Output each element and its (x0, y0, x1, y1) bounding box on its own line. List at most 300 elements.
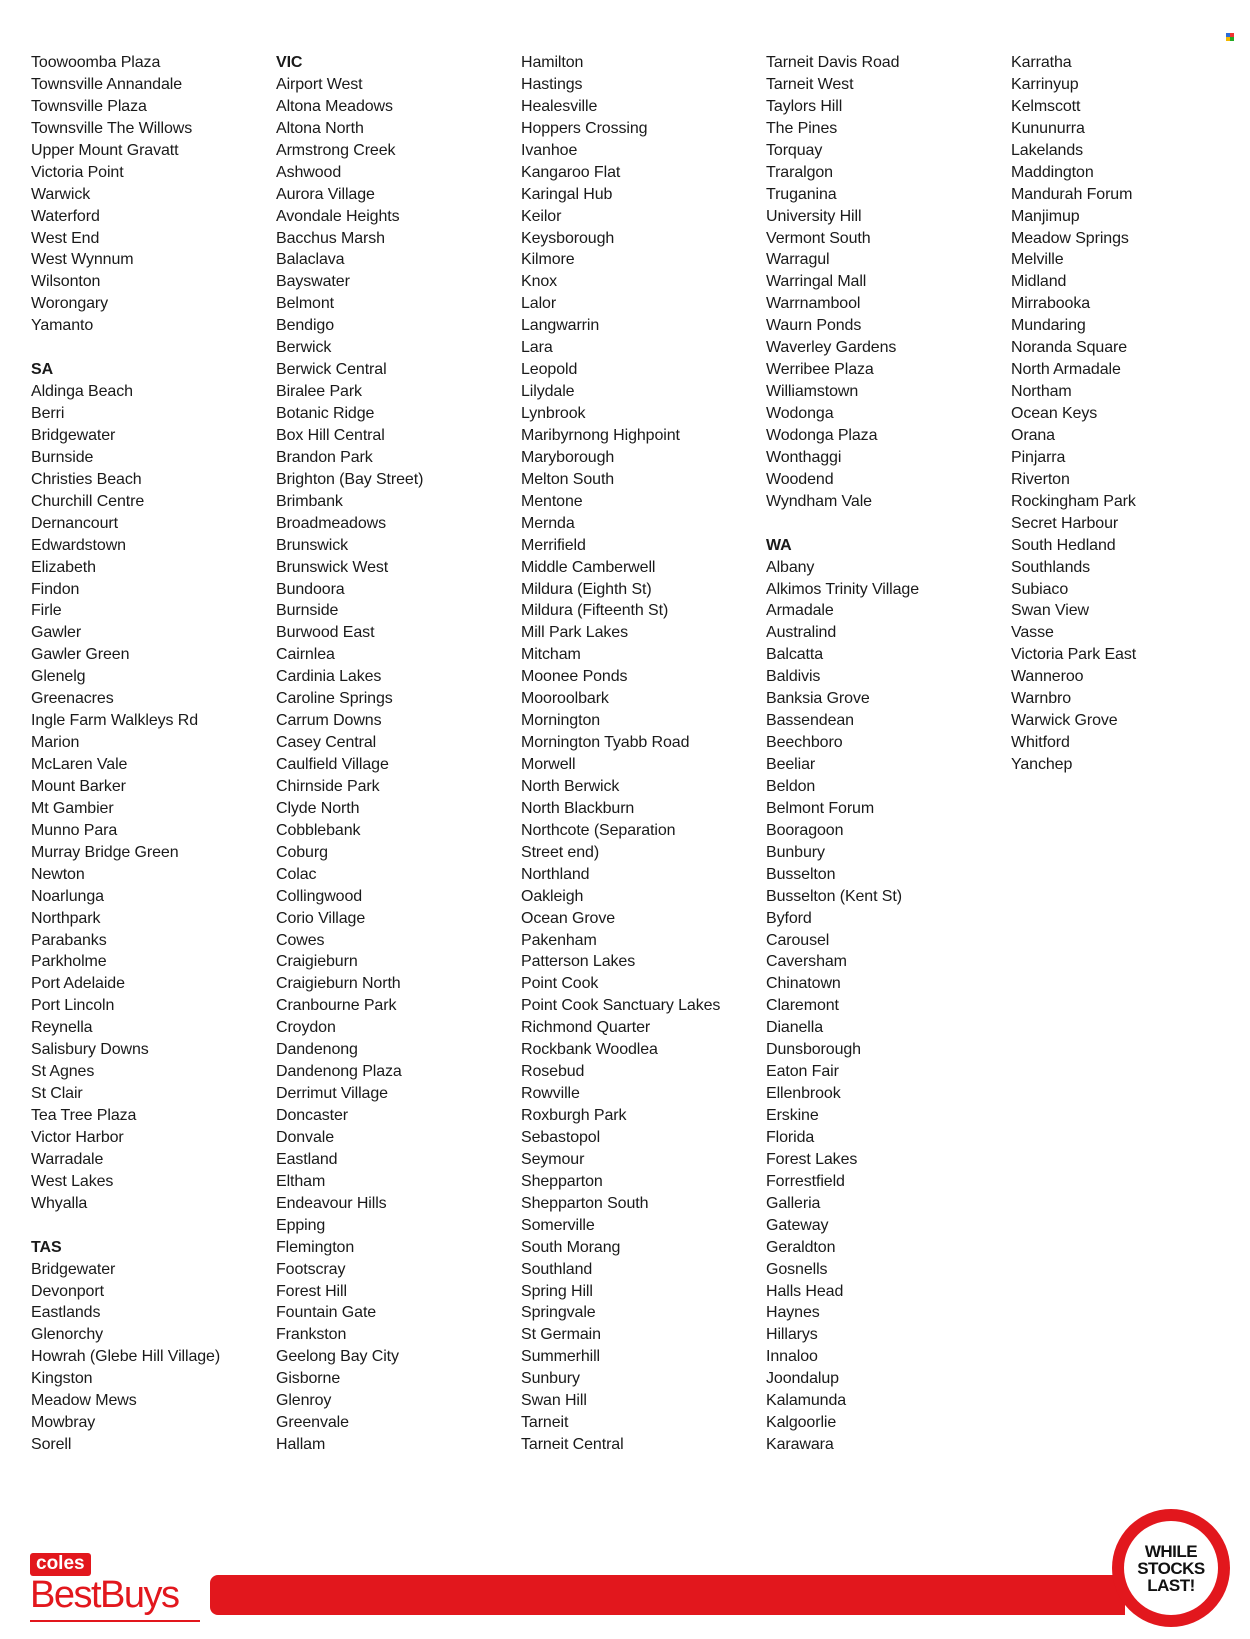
store-name: Howrah (Glebe Hill Village) (31, 1348, 221, 1366)
store-name: Cardinia Lakes (276, 668, 382, 686)
store-name: Healesville (521, 97, 598, 115)
store-name: Altona Meadows (276, 97, 393, 115)
store-name: Haynes (766, 1304, 820, 1322)
badge-line-2: STOCKS (1137, 1558, 1205, 1578)
store-name: Chirnside Park (276, 777, 380, 795)
store-name: Shepparton (521, 1172, 603, 1190)
store-name: North Berwick (521, 777, 620, 795)
store-name: Ashwood (276, 163, 342, 181)
store-name: Busselton (Kent St) (766, 887, 902, 905)
store-name: Waurn Ponds (766, 317, 862, 335)
store-name: Subiaco (1011, 580, 1069, 598)
store-name: Bridgewater (31, 426, 116, 444)
store-name: Williamstown (766, 383, 859, 401)
store-name: Altona North (276, 119, 364, 137)
store-name: Mildura (Fifteenth St) (521, 602, 669, 620)
store-name: Whitford (1011, 734, 1070, 752)
store-name: Werribee Plaza (766, 361, 874, 379)
store-name: Mount Barker (31, 777, 126, 795)
store-name: Albany (766, 558, 815, 576)
coles-logo-tag: coles (30, 1553, 91, 1576)
store-name: Meadow Springs (1011, 229, 1129, 247)
store-name: Lalor (521, 295, 557, 313)
store-name: Gawler (31, 624, 82, 642)
store-name: Bunbury (766, 843, 825, 861)
store-name: Mooroolbark (521, 690, 609, 708)
store-name: Mundaring (1011, 317, 1086, 335)
store-name: Manjimup (1011, 207, 1080, 225)
store-name: Brandon Park (276, 448, 373, 466)
store-name: Craigieburn (276, 953, 358, 971)
store-name: Riverton (1011, 470, 1070, 488)
store-name: Roxburgh Park (521, 1107, 627, 1124)
store-name: Whyalla (31, 1194, 88, 1212)
store-name: Wodonga Plaza (766, 426, 878, 444)
store-name: Eastlands (31, 1304, 101, 1322)
store-name: Chinatown (766, 975, 841, 993)
store-name: Traralgon (766, 163, 833, 181)
store-name: Elizabeth (31, 558, 96, 576)
store-name: Vasse (1011, 624, 1054, 642)
store-name: Northam (1011, 383, 1072, 401)
store-name: Derrimut Village (276, 1085, 388, 1103)
store-name: Ingle Farm Walkleys Rd (31, 712, 199, 730)
store-name: Orana (1011, 426, 1055, 444)
store-name: Sunbury (521, 1370, 580, 1388)
store-name: Richmond Quarter (521, 1019, 651, 1037)
store-name: University Hill (766, 207, 862, 225)
store-name: Langwarrin (521, 317, 600, 335)
store-name: Clyde North (276, 799, 360, 817)
store-name: Marion (31, 734, 80, 752)
store-name: Spring Hill (521, 1282, 593, 1300)
store-name: Baldivis (766, 668, 821, 686)
store-name: Melton South (521, 470, 615, 488)
store-column-5 (1011, 52, 1250, 776)
store-name: Karingal Hub (521, 185, 613, 203)
store-name: Middle Camberwell (521, 558, 656, 576)
store-name: Forest Lakes (766, 1150, 858, 1168)
store-name: Epping (276, 1216, 326, 1234)
store-name: Glenorchy (31, 1326, 104, 1344)
store-name: Mentone (521, 492, 583, 510)
store-name: Belmont Forum (766, 799, 875, 817)
store-name: Street end) (521, 843, 600, 861)
store-name: Reynella (31, 1019, 93, 1037)
store-name: Murray Bridge Green (31, 843, 179, 861)
store-name: Colac (276, 865, 317, 883)
store-name: Midland (1011, 273, 1067, 291)
store-name: Mitcham (521, 646, 581, 664)
store-name: Pakenham (521, 931, 597, 949)
store-name: Hoppers Crossing (521, 119, 648, 137)
store-name: Warradale (31, 1150, 104, 1168)
store-name: Caversham (766, 953, 847, 971)
store-name: Dandenong Plaza (276, 1063, 402, 1081)
state-heading: VIC (276, 54, 303, 71)
store-name: Balcatta (766, 646, 824, 664)
store-name: Woodend (766, 470, 834, 488)
state-heading: SA (31, 361, 54, 379)
store-name: Fountain Gate (276, 1304, 377, 1322)
store-name: Victoria Point (31, 163, 124, 181)
store-name: Craigieburn North (276, 975, 401, 993)
store-name: Mernda (521, 514, 575, 532)
state-heading: TAS (31, 1238, 62, 1256)
store-name: McLaren Vale (31, 756, 128, 773)
store-name: Mornington Tyabb Road (521, 734, 690, 752)
store-name: Beeliar (766, 756, 816, 773)
store-name: Maribyrnong Highpoint (521, 426, 680, 444)
store-name: Armadale (766, 602, 834, 620)
store-name: Kangaroo Flat (521, 163, 621, 181)
store-name: Christies Beach (31, 470, 142, 488)
store-name: Brunswick (276, 536, 349, 554)
store-name: Galleria (766, 1194, 821, 1212)
store-name: Geelong Bay City (276, 1348, 399, 1366)
store-name: Carousel (766, 931, 830, 949)
store-name: The Pines (766, 119, 838, 137)
store-name: Karratha (1011, 54, 1072, 71)
store-name: Belmont (276, 295, 334, 313)
store-name: Karrinyup (1011, 75, 1079, 93)
store-name: Caroline Springs (276, 690, 393, 708)
store-name: Munno Para (31, 821, 118, 839)
store-column-2 (276, 52, 516, 1456)
store-name: Banksia Grove (766, 690, 870, 708)
store-name: Kingston (31, 1370, 93, 1388)
store-name: Wyndham Vale (766, 492, 872, 510)
store-name: Keilor (521, 207, 562, 225)
store-name: Mildura (Eighth St) (521, 580, 652, 598)
store-name: Keysborough (521, 229, 615, 247)
store-name: Waverley Gardens (766, 339, 897, 357)
store-name: Wonthaggi (766, 448, 842, 466)
store-name: Frankston (276, 1326, 347, 1344)
store-name: Cowes (276, 931, 325, 949)
store-name: Brimbank (276, 492, 343, 510)
color-mark-icon (1226, 33, 1234, 41)
store-name: Southlands (1011, 558, 1091, 576)
spacer (31, 337, 271, 359)
store-name: Noarlunga (31, 887, 104, 905)
store-name: Somerville (521, 1216, 595, 1234)
store-name: Bassendean (766, 712, 854, 730)
store-name: Secret Harbour (1011, 514, 1119, 532)
store-name: Gateway (766, 1216, 829, 1234)
store-name: Mt Gambier (31, 799, 114, 817)
store-name: Morwell (521, 756, 576, 773)
store-name: Erskine (766, 1107, 819, 1124)
store-name: Mirrabooka (1011, 295, 1091, 313)
store-name: Carrum Downs (276, 712, 382, 730)
store-name: Brighton (Bay Street) (276, 470, 424, 488)
store-name: Geraldton (766, 1238, 836, 1256)
store-name: Truganina (766, 185, 837, 203)
store-name: Merrifield (521, 536, 586, 554)
store-name: Tarneit Central (521, 1436, 624, 1454)
store-name: Footscray (276, 1260, 346, 1278)
store-name: Casey Central (276, 734, 377, 752)
store-name: Endeavour Hills (276, 1194, 387, 1212)
store-name: Point Cook Sanctuary Lakes (521, 997, 721, 1015)
store-name: Booragoon (766, 821, 844, 839)
store-name: North Blackburn (521, 799, 635, 817)
store-name: Devonport (31, 1282, 104, 1300)
store-name: Kelmscott (1011, 97, 1081, 115)
store-name: Rosebud (521, 1063, 585, 1081)
store-name: Florida (766, 1128, 815, 1146)
store-name: Corio Village (276, 909, 366, 927)
store-name: St Clair (31, 1085, 83, 1103)
store-name: Dianella (766, 1019, 824, 1037)
store-name: Dandenong (276, 1041, 358, 1059)
store-name: Kilmore (521, 251, 575, 269)
coles-bestbuys-logo (30, 1553, 179, 1616)
store-name: Lilydale (521, 383, 575, 401)
store-name: Beechboro (766, 734, 843, 752)
store-name: Port Lincoln (31, 997, 115, 1015)
store-name: Bayswater (276, 273, 350, 291)
store-name: Eastland (276, 1150, 338, 1168)
store-name: Ivanhoe (521, 141, 578, 159)
store-name: Dunsborough (766, 1041, 861, 1059)
store-name: Oakleigh (521, 887, 584, 905)
store-name: Kalamunda (766, 1392, 847, 1410)
store-name: Point Cook (521, 975, 599, 993)
store-name: Noranda Square (1011, 339, 1128, 357)
store-name: Glenelg (31, 668, 86, 686)
store-name: Coburg (276, 843, 328, 861)
store-name: Balaclava (276, 251, 345, 269)
store-name: Hamilton (521, 54, 584, 71)
store-name: Springvale (521, 1304, 596, 1322)
store-name: Seymour (521, 1150, 585, 1168)
bestbuys-wordmark: BestBuys (30, 1574, 179, 1616)
store-name: Mornington (521, 712, 601, 730)
store-name: Busselton (766, 865, 836, 883)
store-name: South Morang (521, 1238, 621, 1256)
store-name: Aurora Village (276, 185, 375, 203)
store-name: Torquay (766, 141, 823, 159)
store-name: Berwick Central (276, 361, 387, 379)
store-name: West End (31, 229, 100, 247)
store-name: Newton (31, 865, 85, 883)
while-stocks-last-badge (1112, 1509, 1230, 1627)
store-name: Northpark (31, 909, 101, 927)
store-name: Airport West (276, 75, 363, 93)
store-name: Eaton Fair (766, 1063, 839, 1081)
store-name: Townsville Annandale (31, 75, 182, 93)
store-name: Tea Tree Plaza (31, 1107, 137, 1124)
store-name: Burwood East (276, 624, 375, 642)
store-name: Kalgoorlie (766, 1414, 837, 1432)
store-name: Meadow Mews (31, 1392, 137, 1410)
store-name: Burnside (276, 602, 339, 620)
store-name: Botanic Ridge (276, 405, 375, 422)
store-name: Australind (766, 624, 837, 642)
store-name: Ocean Keys (1011, 405, 1098, 422)
store-name: Gisborne (276, 1370, 341, 1388)
store-name: Tarneit Davis Road (766, 54, 900, 71)
store-name: Findon (31, 580, 80, 598)
store-name: Townsville Plaza (31, 97, 147, 115)
store-name: Lynbrook (521, 405, 586, 422)
store-name: Warwick (31, 185, 91, 203)
store-name: Burnside (31, 448, 94, 466)
store-name: Tarneit (521, 1414, 569, 1432)
store-name: Berri (31, 405, 65, 422)
store-name: Yanchep (1011, 756, 1073, 773)
store-name: Bridgewater (31, 1260, 116, 1278)
store-name: Rowville (521, 1085, 580, 1103)
store-name: Lara (521, 339, 553, 357)
store-name: Bundoora (276, 580, 345, 598)
store-name: Gosnells (766, 1260, 828, 1278)
store-name: Collingwood (276, 887, 363, 905)
store-name: Eltham (276, 1172, 326, 1190)
store-name: Warragul (766, 251, 830, 269)
store-name: Moonee Ponds (521, 668, 628, 686)
store-name: Doncaster (276, 1107, 349, 1124)
store-name: North Armadale (1011, 361, 1121, 379)
store-name: Caulfield Village (276, 756, 389, 773)
store-name: Greenacres (31, 690, 114, 708)
store-name: Victoria Park East (1011, 646, 1137, 664)
store-name: South Hedland (1011, 536, 1116, 554)
store-name: Victor Harbor (31, 1128, 124, 1146)
spacer (766, 513, 1006, 535)
store-name: Northcote (Separation (521, 821, 676, 839)
store-name: Aldinga Beach (31, 383, 133, 401)
store-name: Swan View (1011, 602, 1089, 620)
footer-underline (30, 1620, 200, 1622)
store-name: Bendigo (276, 317, 335, 335)
store-name: Wilsonton (31, 273, 101, 291)
store-name: Summerhill (521, 1348, 601, 1366)
store-name: Warnbro (1011, 690, 1072, 708)
store-name: Rockingham Park (1011, 492, 1136, 510)
store-name: Hillarys (766, 1326, 818, 1344)
store-name: Edwardstown (31, 536, 126, 554)
store-name: Firle (31, 602, 62, 620)
store-name: Innaloo (766, 1348, 818, 1366)
store-name: Ellenbrook (766, 1085, 841, 1103)
store-name: Cobblebank (276, 821, 361, 839)
store-name: Maddington (1011, 163, 1094, 181)
store-name: Mandurah Forum (1011, 185, 1133, 203)
store-name: Donvale (276, 1128, 335, 1146)
store-name: Forest Hill (276, 1282, 347, 1300)
store-name: Mowbray (31, 1414, 96, 1432)
store-name: Forrestfield (766, 1172, 845, 1190)
store-name: Biralee Park (276, 383, 362, 401)
store-name: St Agnes (31, 1063, 95, 1081)
footer-red-bar (210, 1575, 1125, 1615)
store-name: Warringal Mall (766, 273, 867, 291)
store-name: Hastings (521, 75, 583, 93)
store-name: Warwick Grove (1011, 712, 1118, 730)
store-name: Wodonga (766, 405, 834, 422)
store-name: Maryborough (521, 448, 615, 466)
store-column-1 (31, 52, 271, 1456)
store-name: Churchill Centre (31, 492, 145, 510)
store-name: Vermont South (766, 229, 871, 247)
store-name: Croydon (276, 1019, 336, 1037)
store-name: Upper Mount Gravatt (31, 141, 179, 159)
store-name: Waterford (31, 207, 100, 225)
store-name: Tarneit West (766, 75, 854, 93)
spacer (31, 1215, 271, 1237)
store-name: Greenvale (276, 1414, 349, 1432)
store-name: Broadmeadows (276, 514, 386, 532)
store-name: Patterson Lakes (521, 953, 636, 971)
store-name: Cranbourne Park (276, 997, 397, 1015)
store-name: Cairnlea (276, 646, 335, 664)
store-name: Joondalup (766, 1370, 839, 1388)
store-name: Alkimos Trinity Village (766, 580, 920, 598)
store-name: Southland (521, 1260, 593, 1278)
store-name: Shepparton South (521, 1194, 649, 1212)
store-name: Bacchus Marsh (276, 229, 385, 247)
store-name: Hallam (276, 1436, 326, 1454)
store-name: Halls Head (766, 1282, 844, 1300)
store-name: Glenroy (276, 1392, 332, 1410)
store-name: Wanneroo (1011, 668, 1084, 686)
store-name: Parkholme (31, 953, 107, 971)
store-name: Townsville The Willows (31, 119, 193, 137)
store-name: Yamanto (31, 317, 94, 335)
store-name: St Germain (521, 1326, 601, 1344)
store-name: Knox (521, 273, 558, 291)
store-name: Gawler Green (31, 646, 130, 664)
store-name: Melville (1011, 251, 1064, 269)
store-name: West Wynnum (31, 251, 134, 269)
store-name: Box Hill Central (276, 426, 385, 444)
store-name: Toowoomba Plaza (31, 54, 161, 71)
store-column-4 (766, 52, 1006, 1456)
store-name: Flemington (276, 1238, 355, 1256)
store-name: West Lakes (31, 1172, 114, 1190)
store-name: Salisbury Downs (31, 1041, 149, 1059)
badge-line-1: WHILE (1144, 1541, 1198, 1561)
badge-line-3: LAST! (1147, 1575, 1195, 1595)
store-name: Sebastopol (521, 1128, 601, 1146)
store-column-3 (521, 52, 761, 1456)
store-name: Ocean Grove (521, 909, 616, 927)
store-name: Port Adelaide (31, 975, 125, 993)
store-name: Pinjarra (1011, 448, 1066, 466)
store-name: Taylors Hill (766, 97, 843, 115)
store-name: Dernancourt (31, 514, 118, 532)
store-name: Claremont (766, 997, 839, 1015)
store-name: Leopold (521, 361, 578, 379)
store-name: Rockbank Woodlea (521, 1041, 658, 1059)
store-name: Armstrong Creek (276, 141, 396, 159)
store-name: Northland (521, 865, 590, 883)
store-name: Kununurra (1011, 119, 1085, 137)
store-name: Byford (766, 909, 812, 927)
store-name: Beldon (766, 777, 816, 795)
store-name: Berwick (276, 339, 332, 357)
store-list (31, 52, 1221, 1462)
store-name: Sorell (31, 1436, 72, 1454)
state-heading: WA (766, 536, 792, 554)
store-name: Brunswick West (276, 558, 389, 576)
store-name: Mill Park Lakes (521, 624, 628, 642)
store-name: Karawara (766, 1436, 834, 1454)
store-name: Worongary (31, 295, 109, 313)
